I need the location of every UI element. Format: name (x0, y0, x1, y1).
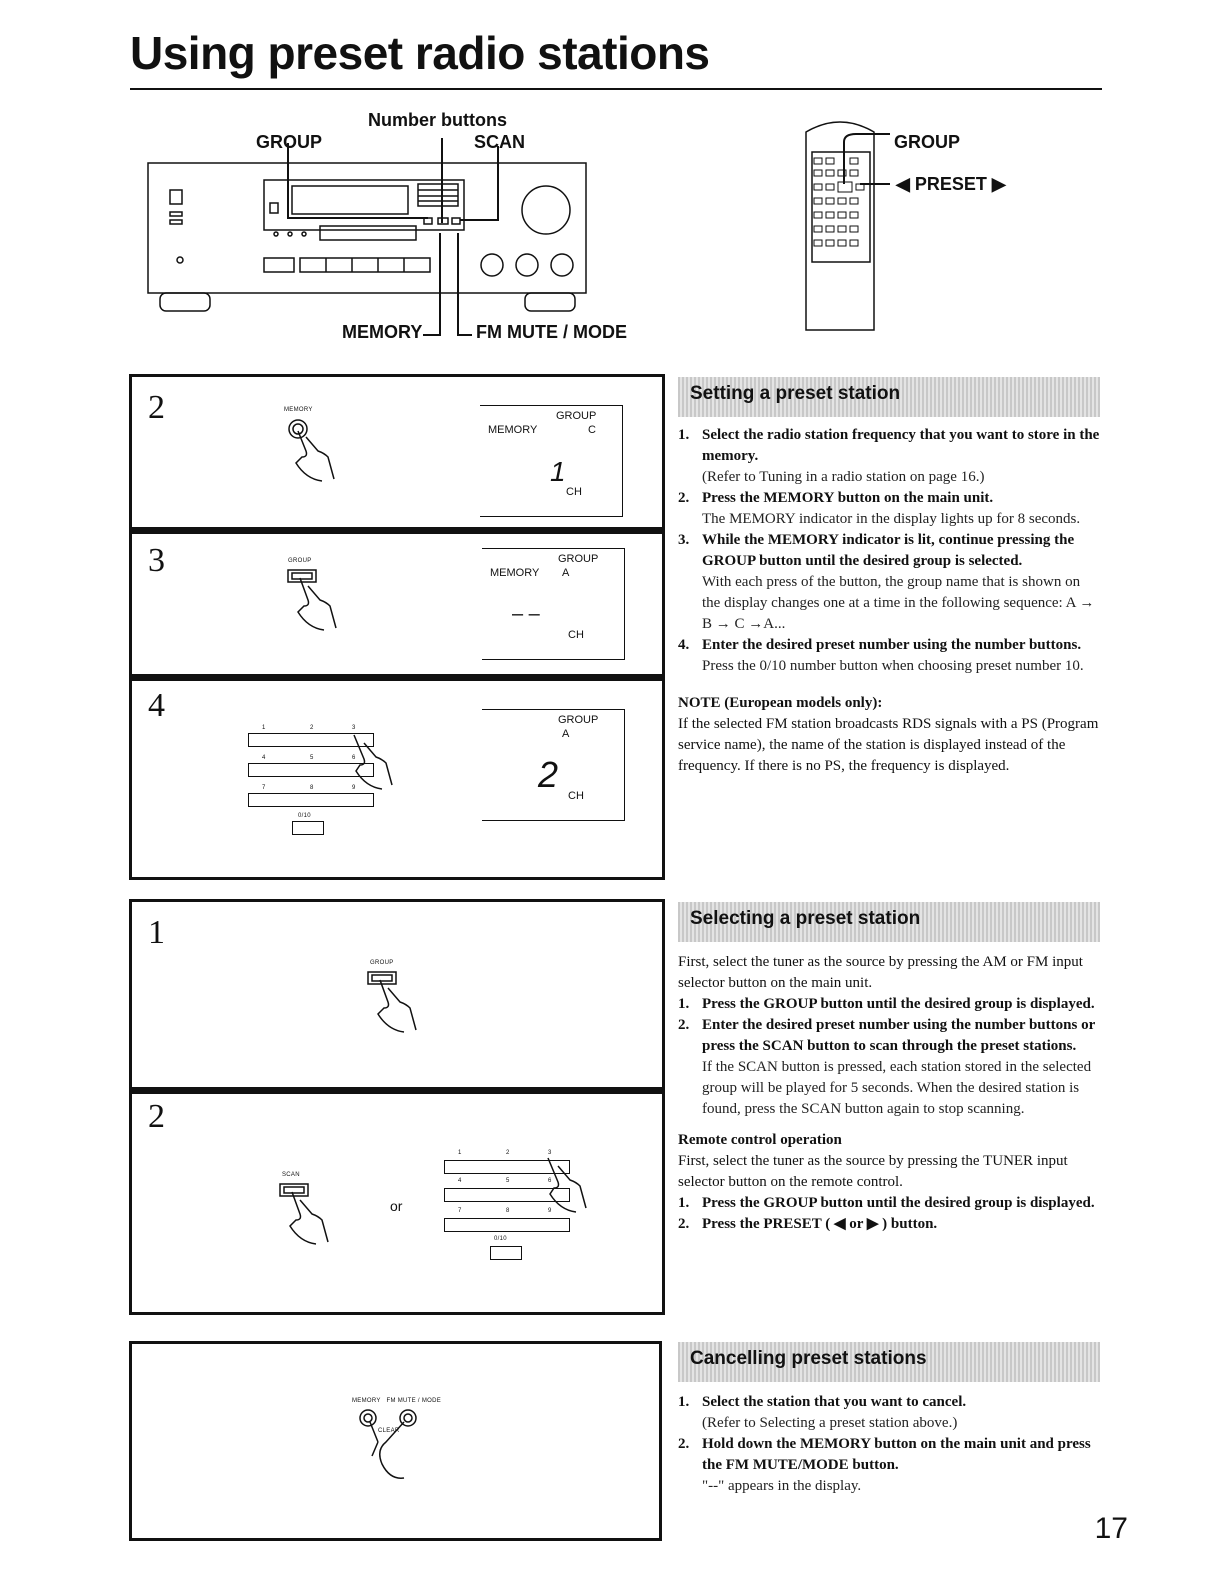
lcd-group-value: A (562, 567, 570, 579)
hand-pressing-two-buttons-icon (348, 1406, 448, 1486)
lcd-memory: MEMORY (490, 567, 540, 579)
group-label: GROUP (256, 132, 323, 152)
page-title: Using preset radio stations (130, 27, 710, 79)
cancelling-step: 1. Select the station that you want to cancel. (Refer to Selecting a preset station above.) (678, 1394, 967, 1431)
keypad-number-label: 1 (458, 1150, 462, 1156)
clear-label: CLEAR (378, 1428, 400, 1434)
remote-preset-label (896, 174, 1006, 195)
selecting-step: 2. Enter the desired preset number using the number buttons or press the SCAN button to scan through the preset stations. If the SCAN button is pressed, each station stored in the selected group will be played for 5 seconds. When the desired station is found, press the SCAN button again to stop scanning. (678, 1017, 1095, 1117)
keypad-number-label: 7 (262, 785, 266, 791)
remote-step: 1. Press the GROUP button until the desired group is displayed. (678, 1195, 1095, 1211)
lcd-ch: CH (568, 629, 584, 641)
title-rule (130, 88, 1102, 90)
keypad-number-label: 8 (506, 1208, 510, 1214)
panel-divider (132, 1087, 662, 1094)
lcd-group-value: C (588, 424, 596, 436)
setting-illustration-panel (129, 374, 665, 880)
selecting-heading: Selecting a preset station (678, 902, 1100, 942)
setting-step: 4. Enter the desired preset number using the number buttons. Press the 0/10 number button when choosing preset number 10. (678, 637, 1084, 674)
lcd-memory: MEMORY (488, 424, 538, 436)
lcd-display (482, 548, 625, 660)
setting-steps (678, 425, 1102, 777)
keypad-zero-key (490, 1246, 522, 1260)
cancelling-heading: Cancelling preset stations (678, 1342, 1100, 1382)
cancelling-step: 2. Hold down the MEMORY button on the main unit and press the FM MUTE/MODE button. "--" appears in the display. (678, 1436, 1091, 1494)
setting-step: 2. Press the MEMORY button on the main unit. The MEMORY indicator in the display lights up for 8 seconds. (678, 490, 1081, 527)
number-buttons-label: Number buttons (368, 110, 507, 130)
keypad-number-label: 5 (310, 755, 314, 761)
cancel-illustration-panel (129, 1341, 662, 1541)
setting-step: 3. While the MEMORY indicator is lit, continue pressing the GROUP button until the desired group is selected. With each press of the button, the group name that is shown on the display changes one at a time in the following sequence: A → B → C →A... (678, 532, 1095, 632)
memory-button-label: MEMORY (284, 407, 313, 413)
keypad-zero-key (292, 821, 324, 835)
page-number: 17 (1094, 1512, 1128, 1545)
keypad-number-label: 1 (262, 725, 266, 731)
hand-pressing-group-icon (282, 566, 362, 646)
or-text: or (390, 1198, 403, 1214)
panel-divider (132, 674, 662, 681)
keypad-number-label: 8 (310, 785, 314, 791)
preset-left-arrow-icon: ◀ (896, 174, 910, 194)
keypad-number-label: 3 (352, 725, 356, 731)
keypad-number-label: 7 (458, 1208, 462, 1214)
setting-step-3 (132, 534, 662, 674)
note-text: If the selected FM station broadcasts RDS signals with a PS (Program service name), the name of the station is displayed instead of the frequency. If there is no PS, the frequency is displayed. (678, 716, 1099, 774)
scan-button-label: SCAN (282, 1172, 300, 1178)
preset-right-arrow-icon: ▶ (991, 174, 1006, 194)
group-button-label: GROUP (370, 960, 394, 966)
keypad-number-label: 3 (548, 1150, 552, 1156)
step-number: 3 (148, 542, 165, 579)
selecting-intro: First, select the tuner as the source by pressing the AM or FM input selector button on the main unit. (678, 954, 1083, 991)
remote-title: Remote control operation (678, 1132, 842, 1148)
selecting-step: 1. Press the GROUP button until the desired group is displayed. (678, 996, 1095, 1012)
lcd-group: GROUP (558, 714, 599, 726)
step-number: 4 (148, 687, 165, 724)
keypad-number-label: 4 (262, 755, 266, 761)
keypad-zero-label: 0/10 (494, 1236, 507, 1242)
fm-mute-mode-label: FM MUTE / MODE (476, 322, 627, 342)
selecting-step-1 (132, 902, 662, 1087)
step-number: 1 (148, 914, 165, 951)
lcd-digit: – – (512, 603, 540, 625)
hand-pressing-memory-icon (282, 417, 362, 497)
receiver-drawing (140, 108, 780, 348)
receiver-diagram (140, 108, 780, 348)
lcd-group-value: A (562, 728, 570, 740)
lcd-ch: CH (566, 486, 582, 498)
group-button-label: GROUP (288, 558, 312, 564)
remote-intro: First, select the tuner as the source by pressing the TUNER input selector button on the remote control. (678, 1153, 1068, 1190)
remote-diagram (800, 112, 1060, 342)
panel-divider (132, 527, 662, 534)
keypad-number-label: 9 (548, 1208, 552, 1214)
cancel-button-labels: MEMORY FM MUTE / MODE (352, 1398, 442, 1404)
remote-step: 2. Press the PRESET ( ◀ or ▶ ) button. (678, 1216, 938, 1232)
keypad-number-label: 9 (352, 785, 356, 791)
keypad-number-label: 5 (506, 1178, 510, 1184)
keypad-number-label: 6 (352, 755, 356, 761)
lcd-group: GROUP (558, 553, 599, 565)
hand-pressing-number-icon (540, 1152, 610, 1222)
setting-step: 1. Select the radio station frequency that you want to store in the memory. (Refer to Tuning in a radio station on page 16.) (678, 427, 1100, 485)
note-title: NOTE (European models only): (678, 695, 883, 711)
remote-preset-text: PRESET (914, 174, 987, 194)
selecting-steps (678, 952, 1102, 1235)
scan-label: SCAN (474, 132, 526, 152)
selecting-illustration-panel (129, 899, 665, 1315)
setting-heading: Setting a preset station (678, 377, 1100, 417)
selecting-step-2 (132, 1094, 662, 1312)
lcd-ch: CH (568, 790, 584, 802)
step-number: 2 (148, 1098, 165, 1135)
keypad-number-label: 6 (548, 1178, 552, 1184)
remote-group-label: GROUP (894, 132, 961, 152)
setting-step-4 (132, 681, 662, 877)
lcd-digit: 2 (538, 754, 559, 795)
lcd-display (482, 709, 625, 821)
hand-pressing-scan-icon (274, 1180, 354, 1260)
keypad-number-label: 4 (458, 1178, 462, 1184)
keypad-number-label: 2 (506, 1150, 510, 1156)
keypad-zero-label: 0/10 (298, 813, 311, 819)
hand-pressing-group-icon (362, 968, 442, 1048)
setting-step-2 (132, 377, 662, 527)
lcd-digit: 1 (550, 456, 566, 487)
step-number: 2 (148, 389, 165, 426)
lcd-group: GROUP (556, 410, 597, 422)
keypad-number-label: 2 (310, 725, 314, 731)
lcd-display (480, 405, 623, 517)
memory-label: MEMORY (342, 322, 423, 342)
cancelling-steps (678, 1392, 1102, 1497)
hand-pressing-number-icon (346, 729, 416, 799)
